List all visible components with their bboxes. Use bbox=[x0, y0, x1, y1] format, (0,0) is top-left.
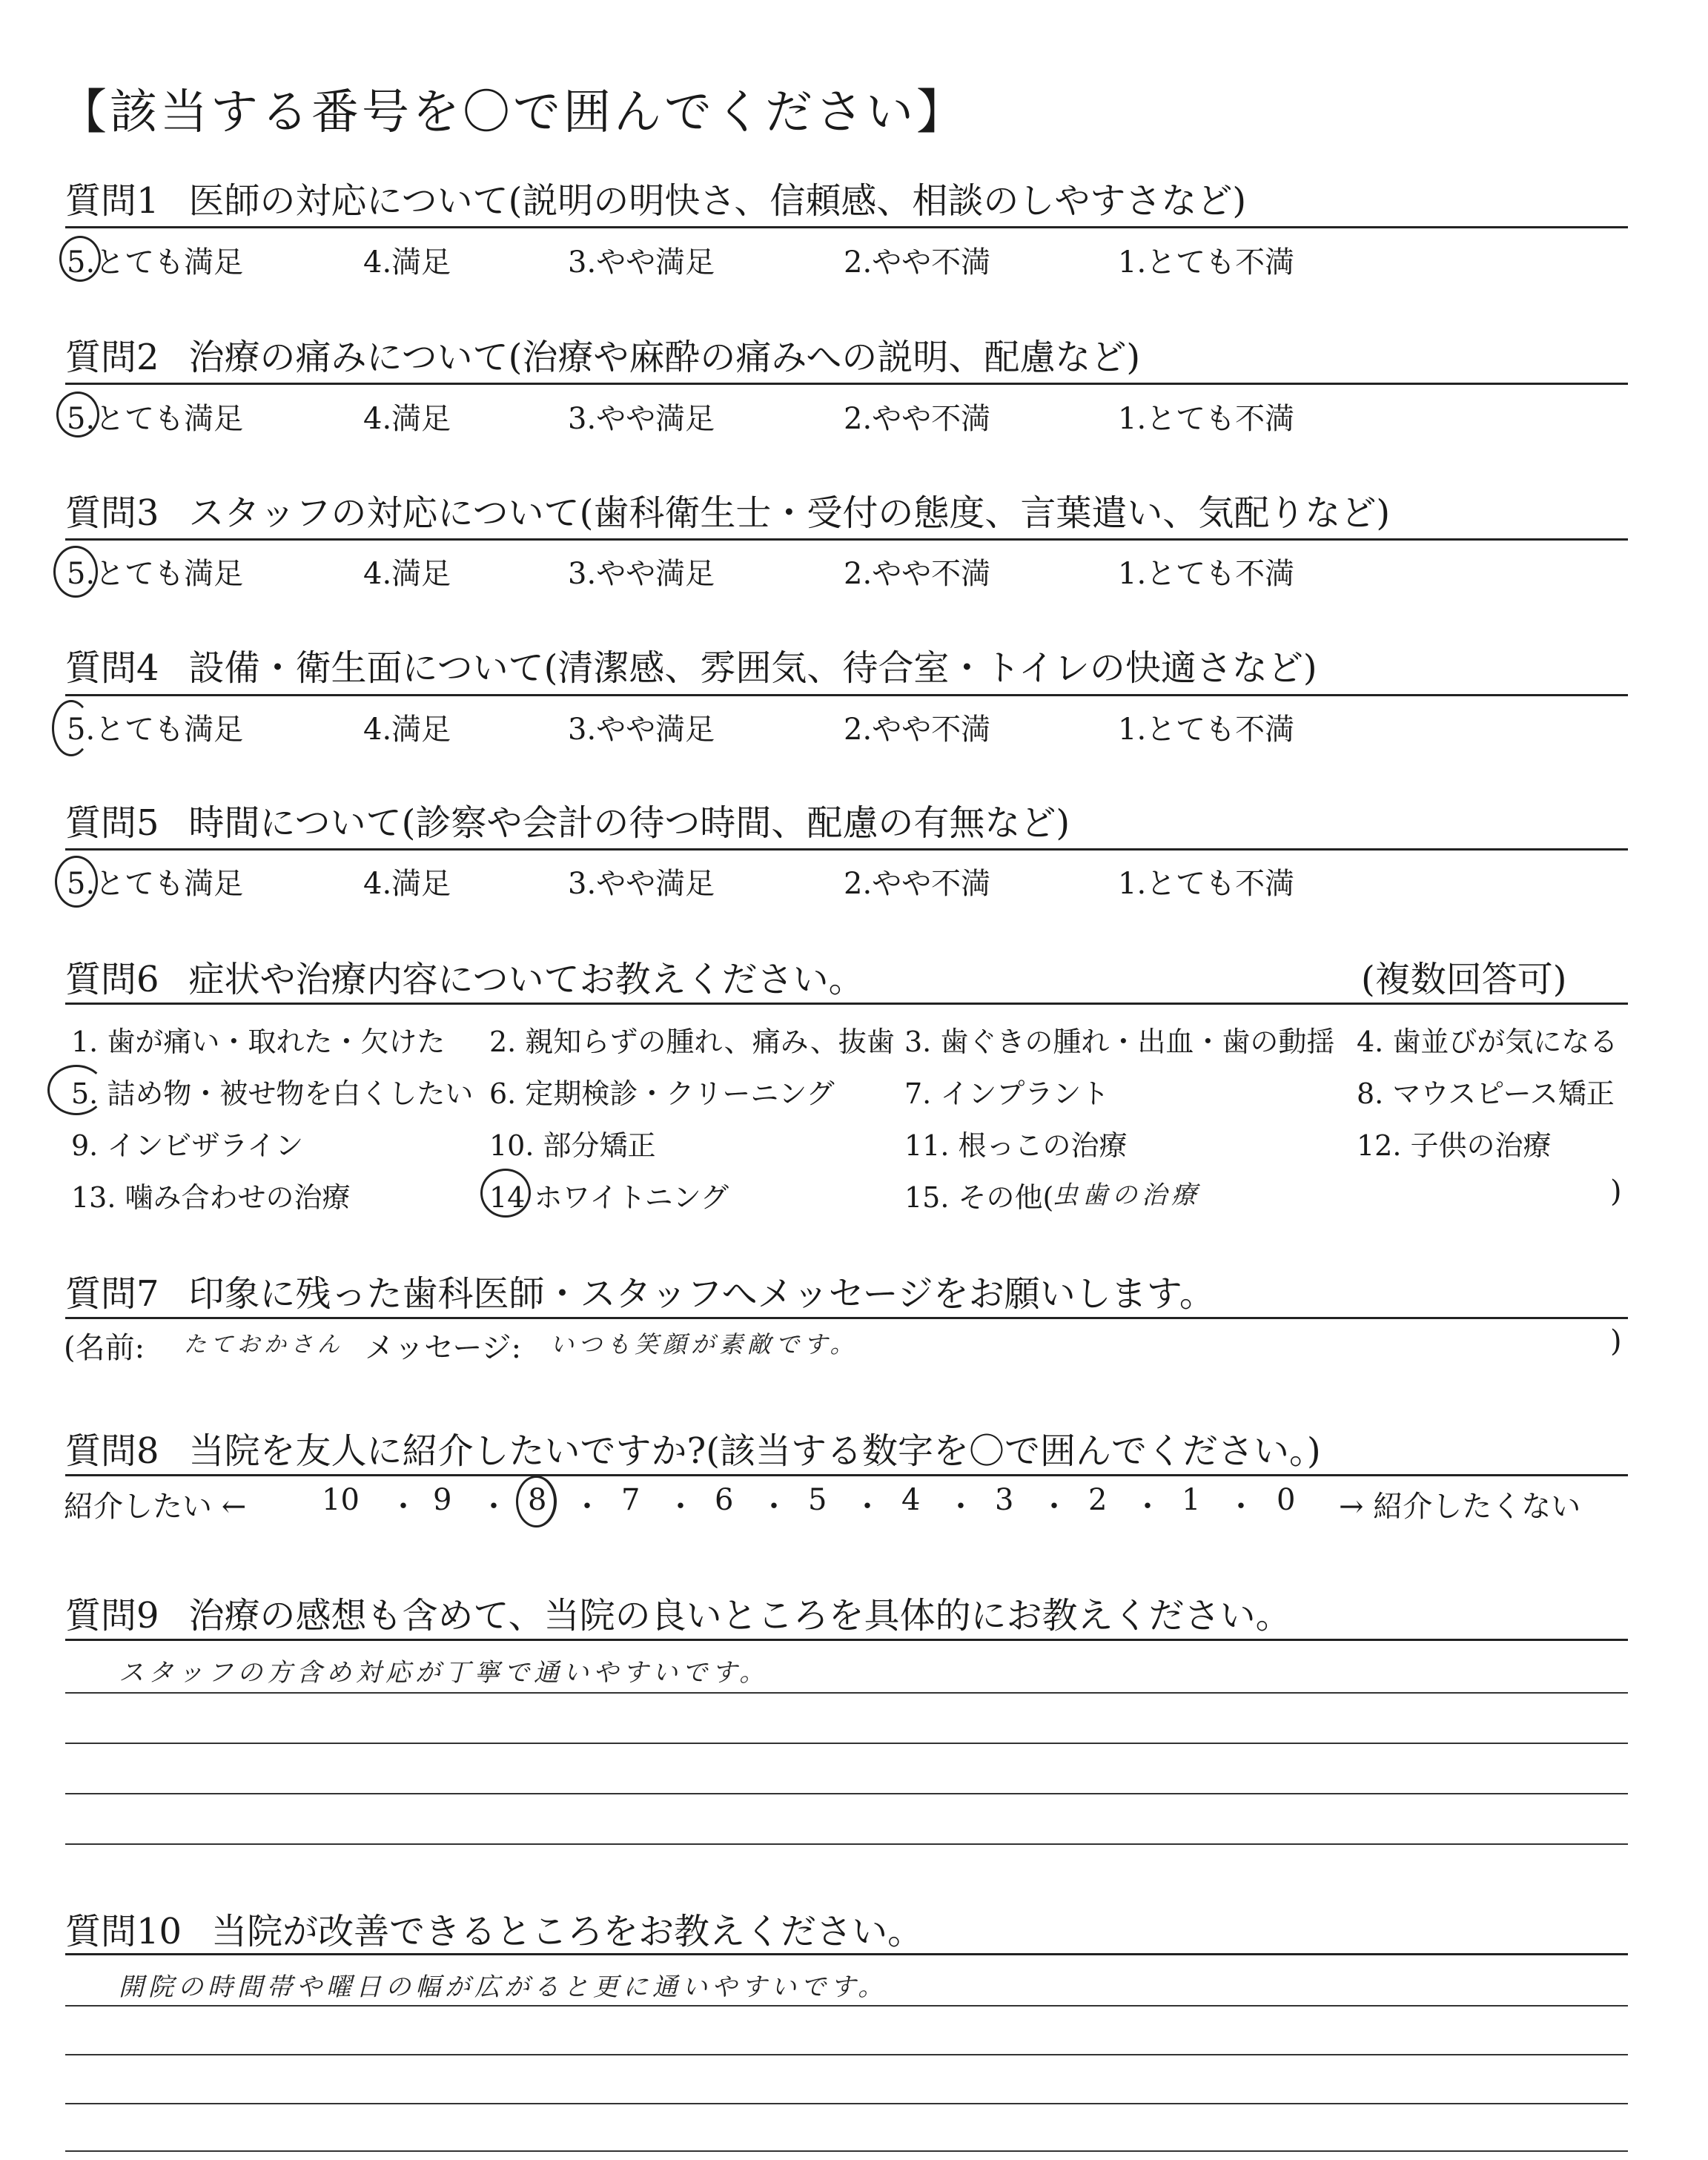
question-6-label: 質問6 bbox=[65, 959, 159, 1000]
q6-item-10[interactable]: 10. 部分矯正 bbox=[489, 1129, 656, 1162]
question-8-label: 質問8 bbox=[65, 1430, 159, 1472]
q7-message-label: メッセージ: bbox=[365, 1331, 522, 1365]
q8-scale-dot: ・ bbox=[1133, 1490, 1162, 1524]
q2-option-3[interactable]: 3.やや満足 bbox=[568, 402, 715, 436]
q8-scale-8[interactable]: 8 bbox=[528, 1483, 547, 1517]
question-8-rule bbox=[65, 1474, 1628, 1476]
question-1-label: 質問1 bbox=[65, 180, 159, 222]
q6-item-5-selection-circle bbox=[47, 1065, 105, 1115]
question-10-label: 質問10 bbox=[65, 1911, 182, 1952]
q5-selection-circle bbox=[55, 856, 98, 908]
question-6-rule bbox=[65, 1003, 1628, 1005]
q6-item-6[interactable]: 6. 定期検診・クリーニング bbox=[489, 1077, 835, 1110]
question-5-heading bbox=[65, 794, 1070, 845]
q8-scale-7[interactable]: 7 bbox=[621, 1483, 640, 1517]
q1-option-3[interactable]: 3.やや満足 bbox=[568, 245, 715, 280]
question-3-rule bbox=[65, 538, 1628, 541]
question-4-heading bbox=[65, 639, 1317, 690]
q8-scale-9[interactable]: 9 bbox=[433, 1483, 452, 1517]
question-9-heading bbox=[65, 1587, 1291, 1638]
q7-message-handwritten: いつも笑顔が素敵です。 bbox=[550, 1330, 858, 1358]
question-7-rule bbox=[65, 1317, 1628, 1319]
q9-answer-line bbox=[65, 1743, 1628, 1744]
q3-option-4[interactable]: 4.満足 bbox=[363, 557, 451, 591]
question-1-rule bbox=[65, 226, 1628, 228]
q4-option-3[interactable]: 3.やや満足 bbox=[568, 713, 715, 747]
q8-scale-1[interactable]: 1 bbox=[1182, 1483, 1201, 1517]
question-9-text: 治療の感想も含めて、当院の良いところを具体的にお教えください。 bbox=[188, 1595, 1291, 1636]
q6-item-7[interactable]: 7. インプラント bbox=[904, 1077, 1110, 1110]
q10-answer-line bbox=[65, 2103, 1628, 2104]
q6-other-handwritten: 虫歯の治療 bbox=[1053, 1180, 1201, 1210]
q8-scale-dot: ・ bbox=[479, 1490, 509, 1524]
q10-answer-line bbox=[65, 2054, 1628, 2055]
q2-option-1[interactable]: 1.とても不満 bbox=[1118, 402, 1295, 436]
q1-option-2[interactable]: 2.やや不満 bbox=[844, 245, 991, 280]
q4-option-1[interactable]: 1.とても不満 bbox=[1118, 713, 1295, 747]
q6-item-4[interactable]: 4. 歯並びが気になる bbox=[1357, 1025, 1618, 1058]
q3-option-3[interactable]: 3.やや満足 bbox=[568, 557, 715, 591]
q6-item-14-selection-circle bbox=[480, 1169, 531, 1218]
question-3-text: スタッフの対応について(歯科衛生士・受付の態度、言葉遣い、気配りなど) bbox=[188, 492, 1391, 534]
q4-option-4[interactable]: 4.満足 bbox=[363, 713, 451, 747]
question-9-label: 質問9 bbox=[65, 1595, 159, 1636]
q8-scale-dot: ・ bbox=[388, 1490, 418, 1524]
question-3-label: 質問3 bbox=[65, 492, 159, 534]
q8-scale-6[interactable]: 6 bbox=[715, 1483, 734, 1517]
question-6-heading bbox=[65, 951, 864, 1002]
q9-answer-line bbox=[65, 1692, 1628, 1694]
q7-name-handwritten: たておかさん bbox=[184, 1332, 344, 1358]
q8-scale-dot: ・ bbox=[572, 1490, 602, 1524]
question-7-label: 質問7 bbox=[65, 1273, 159, 1315]
q1-option-5[interactable]: 5.とても満足 bbox=[67, 245, 244, 280]
q6-item-5[interactable]: 5. 詰め物・被せ物を白くしたい bbox=[71, 1077, 474, 1110]
q4-option-2[interactable]: 2.やや不満 bbox=[844, 713, 991, 747]
q2-option-5[interactable]: 5.とても満足 bbox=[67, 402, 244, 436]
q10-answer-handwritten: 開院の時間帯や曜日の幅が広がると更に通いやすいです。 bbox=[119, 1972, 888, 2002]
q3-option-5[interactable]: 5.とても満足 bbox=[67, 557, 244, 591]
question-7-heading bbox=[65, 1265, 1215, 1316]
q8-scale-dot: ・ bbox=[759, 1490, 789, 1524]
q6-item-8[interactable]: 8. マウスピース矯正 bbox=[1357, 1077, 1615, 1110]
q6-item-3[interactable]: 3. 歯ぐきの腫れ・出血・歯の動揺 bbox=[904, 1025, 1335, 1058]
question-2-heading bbox=[65, 328, 1140, 380]
q10-answer-line bbox=[65, 2005, 1628, 2007]
question-9-rule bbox=[65, 1639, 1628, 1641]
question-5-text: 時間について(診察や会計の待つ時間、配慮の有無など) bbox=[188, 802, 1070, 844]
q8-scale-5[interactable]: 5 bbox=[808, 1483, 827, 1517]
question-8-text: 当院を友人に紹介したいですか?(該当する数字を〇で囲んでください。) bbox=[188, 1430, 1321, 1472]
q6-item-9[interactable]: 9. インビザライン bbox=[71, 1129, 304, 1162]
q3-option-2[interactable]: 2.やや不満 bbox=[844, 557, 991, 591]
q5-option-1[interactable]: 1.とても不満 bbox=[1118, 867, 1295, 901]
q6-item-11[interactable]: 11. 根っこの治療 bbox=[904, 1129, 1128, 1162]
q5-option-3[interactable]: 3.やや満足 bbox=[568, 867, 715, 901]
question-4-rule bbox=[65, 694, 1628, 696]
q2-option-4[interactable]: 4.満足 bbox=[363, 402, 451, 436]
question-10-text: 当院が改善できるところをお教えください。 bbox=[211, 1911, 924, 1952]
q1-option-1[interactable]: 1.とても不満 bbox=[1118, 245, 1295, 280]
page-title: 【該当する番号を〇で囲んでください】 bbox=[59, 85, 967, 140]
q3-option-1[interactable]: 1.とても不満 bbox=[1118, 557, 1295, 591]
question-2-label: 質問2 bbox=[65, 337, 159, 378]
q6-other-close-paren: ) bbox=[1610, 1175, 1622, 1209]
question-3-heading bbox=[65, 484, 1390, 535]
q8-scale-10[interactable]: 10 bbox=[322, 1483, 360, 1517]
question-2-rule bbox=[65, 383, 1628, 385]
question-2-text: 治療の痛みについて(治療や麻酔の痛みへの説明、配慮など) bbox=[188, 337, 1141, 378]
q10-answer-line bbox=[65, 2150, 1628, 2152]
q8-right-label: → 紹介したくない bbox=[1339, 1490, 1581, 1524]
q8-scale-4[interactable]: 4 bbox=[901, 1483, 921, 1517]
question-10-heading bbox=[65, 1903, 923, 1954]
q8-scale-dot: ・ bbox=[853, 1490, 882, 1524]
q6-item-1[interactable]: 1. 歯が痛い・取れた・欠けた bbox=[71, 1025, 446, 1058]
question-6-note: (複数回答可) bbox=[1361, 959, 1567, 1000]
q6-item-14[interactable]: 14 ホワイトニング bbox=[489, 1181, 729, 1214]
question-10-rule bbox=[65, 1953, 1628, 1955]
q1-option-4[interactable]: 4.満足 bbox=[363, 245, 451, 280]
q2-option-2[interactable]: 2.やや不満 bbox=[844, 402, 991, 436]
q8-scale-dot: ・ bbox=[1039, 1490, 1069, 1524]
question-5-label: 質問5 bbox=[65, 802, 159, 844]
question-4-text: 設備・衛生面について(清潔感、雰囲気、待合室・トイレの快適さなど) bbox=[188, 647, 1317, 689]
question-8-heading bbox=[65, 1422, 1321, 1473]
question-1-heading bbox=[65, 172, 1246, 223]
q7-close-paren: ) bbox=[1610, 1324, 1622, 1358]
q3-selection-circle bbox=[53, 546, 98, 598]
q5-option-2[interactable]: 2.やや不満 bbox=[844, 867, 991, 901]
q8-scale-0[interactable]: 0 bbox=[1277, 1483, 1296, 1517]
q5-option-5[interactable]: 5.とても満足 bbox=[67, 867, 244, 901]
q4-option-5[interactable]: 5.とても満足 bbox=[67, 713, 244, 747]
q8-scale-dot: ・ bbox=[666, 1490, 695, 1524]
question-1-text: 医師の対応について(説明の明快さ、信頼感、相談のしやすさなど) bbox=[188, 180, 1247, 222]
q6-item-15[interactable]: 15. その他( bbox=[904, 1181, 1054, 1214]
q9-answer-line bbox=[65, 1843, 1628, 1845]
q6-item-2[interactable]: 2. 親知らずの腫れ、痛み、抜歯 bbox=[489, 1025, 895, 1058]
q8-scale-dot: ・ bbox=[1226, 1490, 1256, 1524]
q2-selection-circle bbox=[56, 392, 99, 437]
q7-name-label: (名前: bbox=[64, 1331, 145, 1365]
q9-answer-handwritten: スタッフの方含め対応が丁寧で通いやすいです。 bbox=[119, 1658, 769, 1688]
question-4-label: 質問4 bbox=[65, 647, 159, 689]
q1-selection-circle bbox=[59, 236, 101, 282]
q6-item-12[interactable]: 12. 子供の治療 bbox=[1357, 1129, 1552, 1162]
q8-scale-dot: ・ bbox=[946, 1490, 976, 1524]
q8-scale-2[interactable]: 2 bbox=[1088, 1483, 1108, 1517]
q5-option-4[interactable]: 4.満足 bbox=[363, 867, 451, 901]
q8-scale-3[interactable]: 3 bbox=[995, 1483, 1014, 1517]
question-5-rule bbox=[65, 848, 1628, 851]
question-7-text: 印象に残った歯科医師・スタッフへメッセージをお願いします。 bbox=[188, 1273, 1215, 1315]
q8-selection-circle bbox=[516, 1476, 557, 1527]
q4-selection-circle bbox=[52, 700, 90, 756]
q8-left-label: 紹介したい ← bbox=[64, 1490, 247, 1524]
question-6-text: 症状や治療内容についてお教えください。 bbox=[188, 959, 864, 1000]
q9-answer-line bbox=[65, 1793, 1628, 1794]
q6-item-13[interactable]: 13. 噛み合わせの治療 bbox=[71, 1181, 351, 1214]
